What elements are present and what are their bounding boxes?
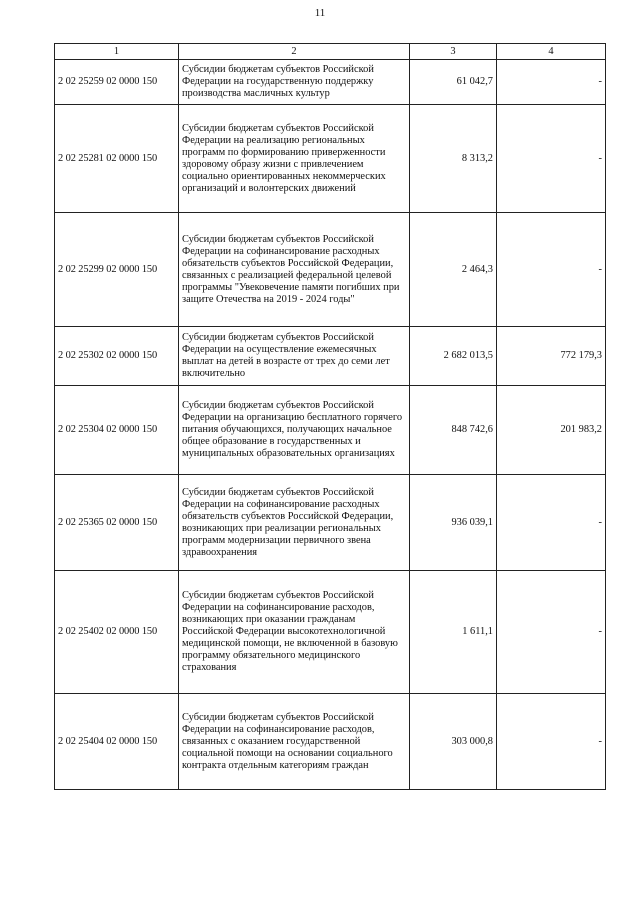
row-amount2: -	[497, 475, 606, 571]
page-number: 11	[314, 7, 326, 19]
row-amount: 2 464,3	[410, 213, 497, 327]
row-amount2: -	[497, 213, 606, 327]
row-amount: 8 313,2	[410, 105, 497, 213]
row-name: Субсидии бюджетам субъектов Российской Федерации на софинансирование расходных обязательств субъектов Российской Федерации, возникающих при реализации региональных программ модернизации первичного звена здравоохранения	[179, 475, 410, 571]
table-body	[55, 60, 606, 790]
row-code: 2 02 25304 02 0000 150	[55, 386, 179, 475]
row-amount: 1 611,1	[410, 571, 497, 694]
row-amount: 2 682 013,5	[410, 327, 497, 386]
row-code: 2 02 25281 02 0000 150	[55, 105, 179, 213]
table-row	[55, 105, 606, 213]
row-amount2: -	[497, 105, 606, 213]
table-row	[55, 386, 606, 475]
row-amount: 936 039,1	[410, 475, 497, 571]
row-code: 2 02 25404 02 0000 150	[55, 694, 179, 790]
table-row	[55, 327, 606, 386]
row-code: 2 02 25299 02 0000 150	[55, 213, 179, 327]
column-header-name: 2	[179, 44, 410, 60]
row-code: 2 02 25365 02 0000 150	[55, 475, 179, 571]
row-name: Субсидии бюджетам субъектов Российской Федерации на реализацию региональных программ по формированию приверженности здоровому образу жизни с привлечением социально ориентированных некоммерческих организаций и волонтерских движений	[179, 105, 410, 213]
row-code: 2 02 25259 02 0000 150	[55, 60, 179, 105]
row-amount2: -	[497, 60, 606, 105]
row-name: Субсидии бюджетам субъектов Российской Федерации на софинансирование расходных обязательств субъектов Российской Федерации, связанных с реализацией федеральной целевой программы "Увековечение памяти погибших при защите Отечества на 2019 - 2024 годы"	[179, 213, 410, 327]
row-name: Субсидии бюджетам субъектов Российской Федерации на софинансирование расходов, связанных с оказанием государственной социальной помощи на основании социального контракта отдельным категориям граждан	[179, 694, 410, 790]
row-code: 2 02 25402 02 0000 150	[55, 571, 179, 694]
row-amount2: 772 179,3	[497, 327, 606, 386]
row-name: Субсидии бюджетам субъектов Российской Федерации на софинансирование расходов, возникающих при оказании гражданам Российской Федерации высокотехнологичной медицинской помощи, не включенной в базовую программу обязательного медицинского страхования	[179, 571, 410, 694]
table-row	[55, 694, 606, 790]
header-row	[55, 44, 606, 60]
column-header-code: 1	[55, 44, 179, 60]
column-header-amount: 3	[410, 44, 497, 60]
row-amount2: -	[497, 571, 606, 694]
row-code: 2 02 25302 02 0000 150	[55, 327, 179, 386]
budget-table	[54, 43, 606, 790]
row-amount: 303 000,8	[410, 694, 497, 790]
table-row	[55, 475, 606, 571]
row-amount2: -	[497, 694, 606, 790]
table-row	[55, 571, 606, 694]
row-amount: 848 742,6	[410, 386, 497, 475]
column-header-amount2: 4	[497, 44, 606, 60]
row-amount: 61 042,7	[410, 60, 497, 105]
row-name: Субсидии бюджетам субъектов Российской Федерации на осуществление ежемесячных выплат на детей в возрасте от трех до семи лет включительно	[179, 327, 410, 386]
table-row	[55, 213, 606, 327]
row-amount2: 201 983,2	[497, 386, 606, 475]
table-row	[55, 60, 606, 105]
row-name: Субсидии бюджетам субъектов Российской Федерации на государственную поддержку производства масличных культур	[179, 60, 410, 105]
row-name: Субсидии бюджетам субъектов Российской Федерации на организацию бесплатного горячего питания обучающихся, получающих начальное общее образование в государственных и муниципальных образовательных организациях	[179, 386, 410, 475]
